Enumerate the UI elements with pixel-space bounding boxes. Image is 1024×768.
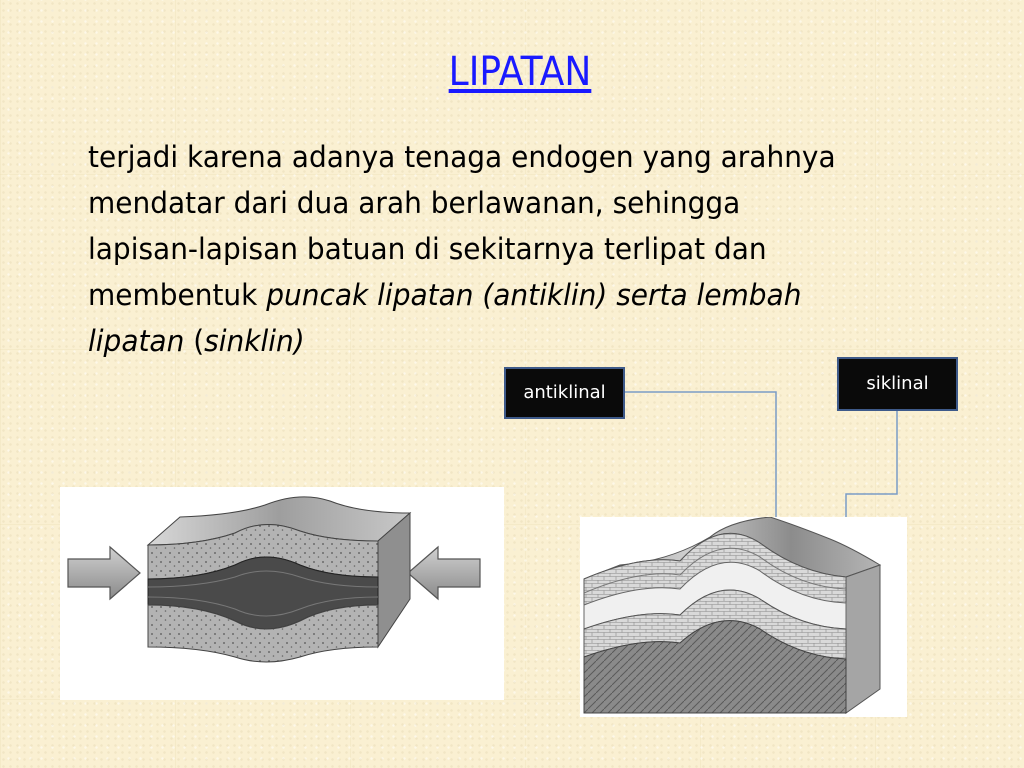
paragraph-line-2: mendatar dari dua arah berlawanan, sehingga — [88, 186, 741, 220]
paragraph-line-5-italic-2: sinklin) — [204, 324, 305, 358]
anticline-syncline-illustration — [580, 517, 907, 717]
paragraph-line-1: terjadi karena adanya tenaga endogen yang arahnya — [88, 140, 836, 174]
left-compression-arrow — [68, 547, 140, 599]
siklinal-label: siklinal — [837, 357, 958, 411]
paragraph-line-4-italic: puncak lipatan (antiklin) serta lembah — [266, 278, 802, 312]
antiklinal-label: antiklinal — [504, 367, 625, 419]
antiklinal-connector-line — [625, 392, 776, 524]
compression-fold-illustration — [60, 487, 504, 700]
paragraph-line-4-plain: membentuk — [88, 278, 267, 312]
paragraph-line-5-paren: ( — [184, 324, 205, 358]
slide-title: LIPATAN — [448, 49, 592, 95]
paragraph-line-3: lapisan-lapisan batuan di sekitarnya terlipat dan — [88, 232, 767, 266]
paragraph-line-5-italic-1: lipatan — [88, 324, 185, 358]
right-compression-arrow — [408, 547, 480, 599]
